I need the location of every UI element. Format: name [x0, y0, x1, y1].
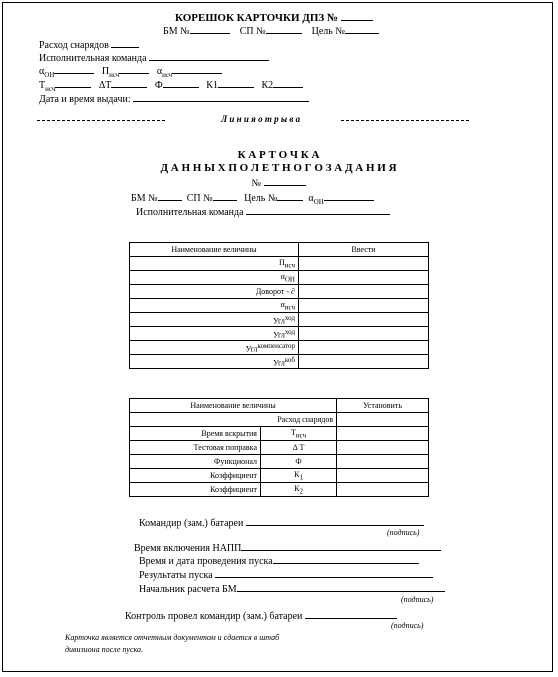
table1-input-cell[interactable] [299, 313, 429, 327]
table1-input-cell[interactable] [299, 271, 429, 285]
data-card-document [2, 2, 553, 672]
table1-input-cell[interactable] [299, 285, 429, 299]
input-values-table [129, 242, 429, 369]
stub-params-row: $Т_{исч}$ ΔТ Ф К1 К2 [39, 78, 303, 93]
footnote-line-1: Карточка является отчетным документом и сдается в штаб [65, 633, 280, 642]
table-row: Угл$^{компенсатор}$ [130, 341, 429, 355]
settings-table [129, 398, 429, 497]
table-row: Угл$^{ход}$ [130, 313, 429, 327]
tear-line-right [341, 120, 469, 121]
card-subtitle: Д А Н Н Ы Х П О Л Е Т Н О Г О З А Д А Н И Я [160, 162, 397, 174]
table2-input-cell[interactable] [337, 469, 429, 483]
table2-input-cell[interactable] [337, 427, 429, 441]
table-row: $\alpha_{ОН}$ [130, 271, 429, 285]
footnote-line-2: дивизиона после пуска. [65, 645, 144, 654]
stub-crew: Исполнительная команда [39, 51, 269, 64]
signature-caption-1: (подпись) [387, 528, 420, 537]
table2-input-cell[interactable] [337, 455, 429, 469]
table2-header-name: Наименование величины [130, 399, 337, 413]
table-row: Угл$^{ход}$ [130, 327, 429, 341]
launch-results-line: Результаты пуска [139, 568, 433, 581]
table1-header-name: Наименование величины [130, 243, 299, 257]
table1-input-cell[interactable] [299, 299, 429, 313]
table-row: Коэффициент $К_1$ [130, 469, 429, 483]
tear-line-label: Л и н и я о т р ы в а [221, 114, 301, 124]
table-row: Коэффициент $К_2$ [130, 483, 429, 497]
table2-input-cell[interactable] [337, 413, 429, 427]
stub-issue-date: Дата и время выдачи: [39, 92, 309, 105]
table-row: Доворот - ∂ [130, 285, 429, 299]
card-number: № [3, 176, 554, 189]
table-row: Тестовая поправка Δ Т [130, 441, 429, 455]
table-row: Функционал Ф [130, 455, 429, 469]
table-row: Расход снарядов [130, 413, 429, 427]
tear-line-left [37, 120, 165, 121]
table-row: Угл$^{коб}$ [130, 355, 429, 369]
table1-input-cell[interactable] [299, 257, 429, 271]
napp-time-line: Время включения НАПП [134, 541, 441, 554]
card-title: К А Р Т О Ч К А [237, 149, 320, 161]
table1-input-cell[interactable] [299, 355, 429, 369]
signature-caption-2: (подпись) [401, 595, 434, 604]
stub-title: КОРЕШОК КАРТОЧКИ ДПЗ № [175, 11, 373, 24]
table1-header-enter: Ввести [299, 243, 429, 257]
stub-expense: Расход снарядов [39, 38, 139, 51]
table2-input-cell[interactable] [337, 483, 429, 497]
card-crew: Исполнительная команда [136, 205, 390, 218]
table2-header-set: Установить [337, 399, 429, 413]
signature-caption-3: (подпись) [391, 621, 424, 630]
card-bm-sp-target-row: БМ № СП № Цель № $\alpha_{ОН}$ [131, 191, 374, 206]
commander-signature-line: Командир (зам.) батареи [139, 516, 424, 529]
launch-datetime-line: Время и дата проведения пуска [139, 554, 419, 567]
table2-input-cell[interactable] [337, 441, 429, 455]
control-commander-line: Контроль провел командир (зам.) батареи [125, 609, 397, 622]
table1-input-cell[interactable] [299, 341, 429, 355]
table-row: $П_{исч}$ [130, 257, 429, 271]
table-row: $\alpha_{исч}$ [130, 299, 429, 313]
stub-angles-row: $\alpha_{ОН}$ $П_{исч}$ $\alpha_{исч}$ [39, 64, 222, 79]
crew-chief-line: Начальник расчета БМ [139, 582, 445, 595]
table1-input-cell[interactable] [299, 327, 429, 341]
stub-row-bm-sp-target: БМ № СП № Цель № [163, 24, 379, 37]
table-row: Время вскрытия $Т_{исч}$ [130, 427, 429, 441]
